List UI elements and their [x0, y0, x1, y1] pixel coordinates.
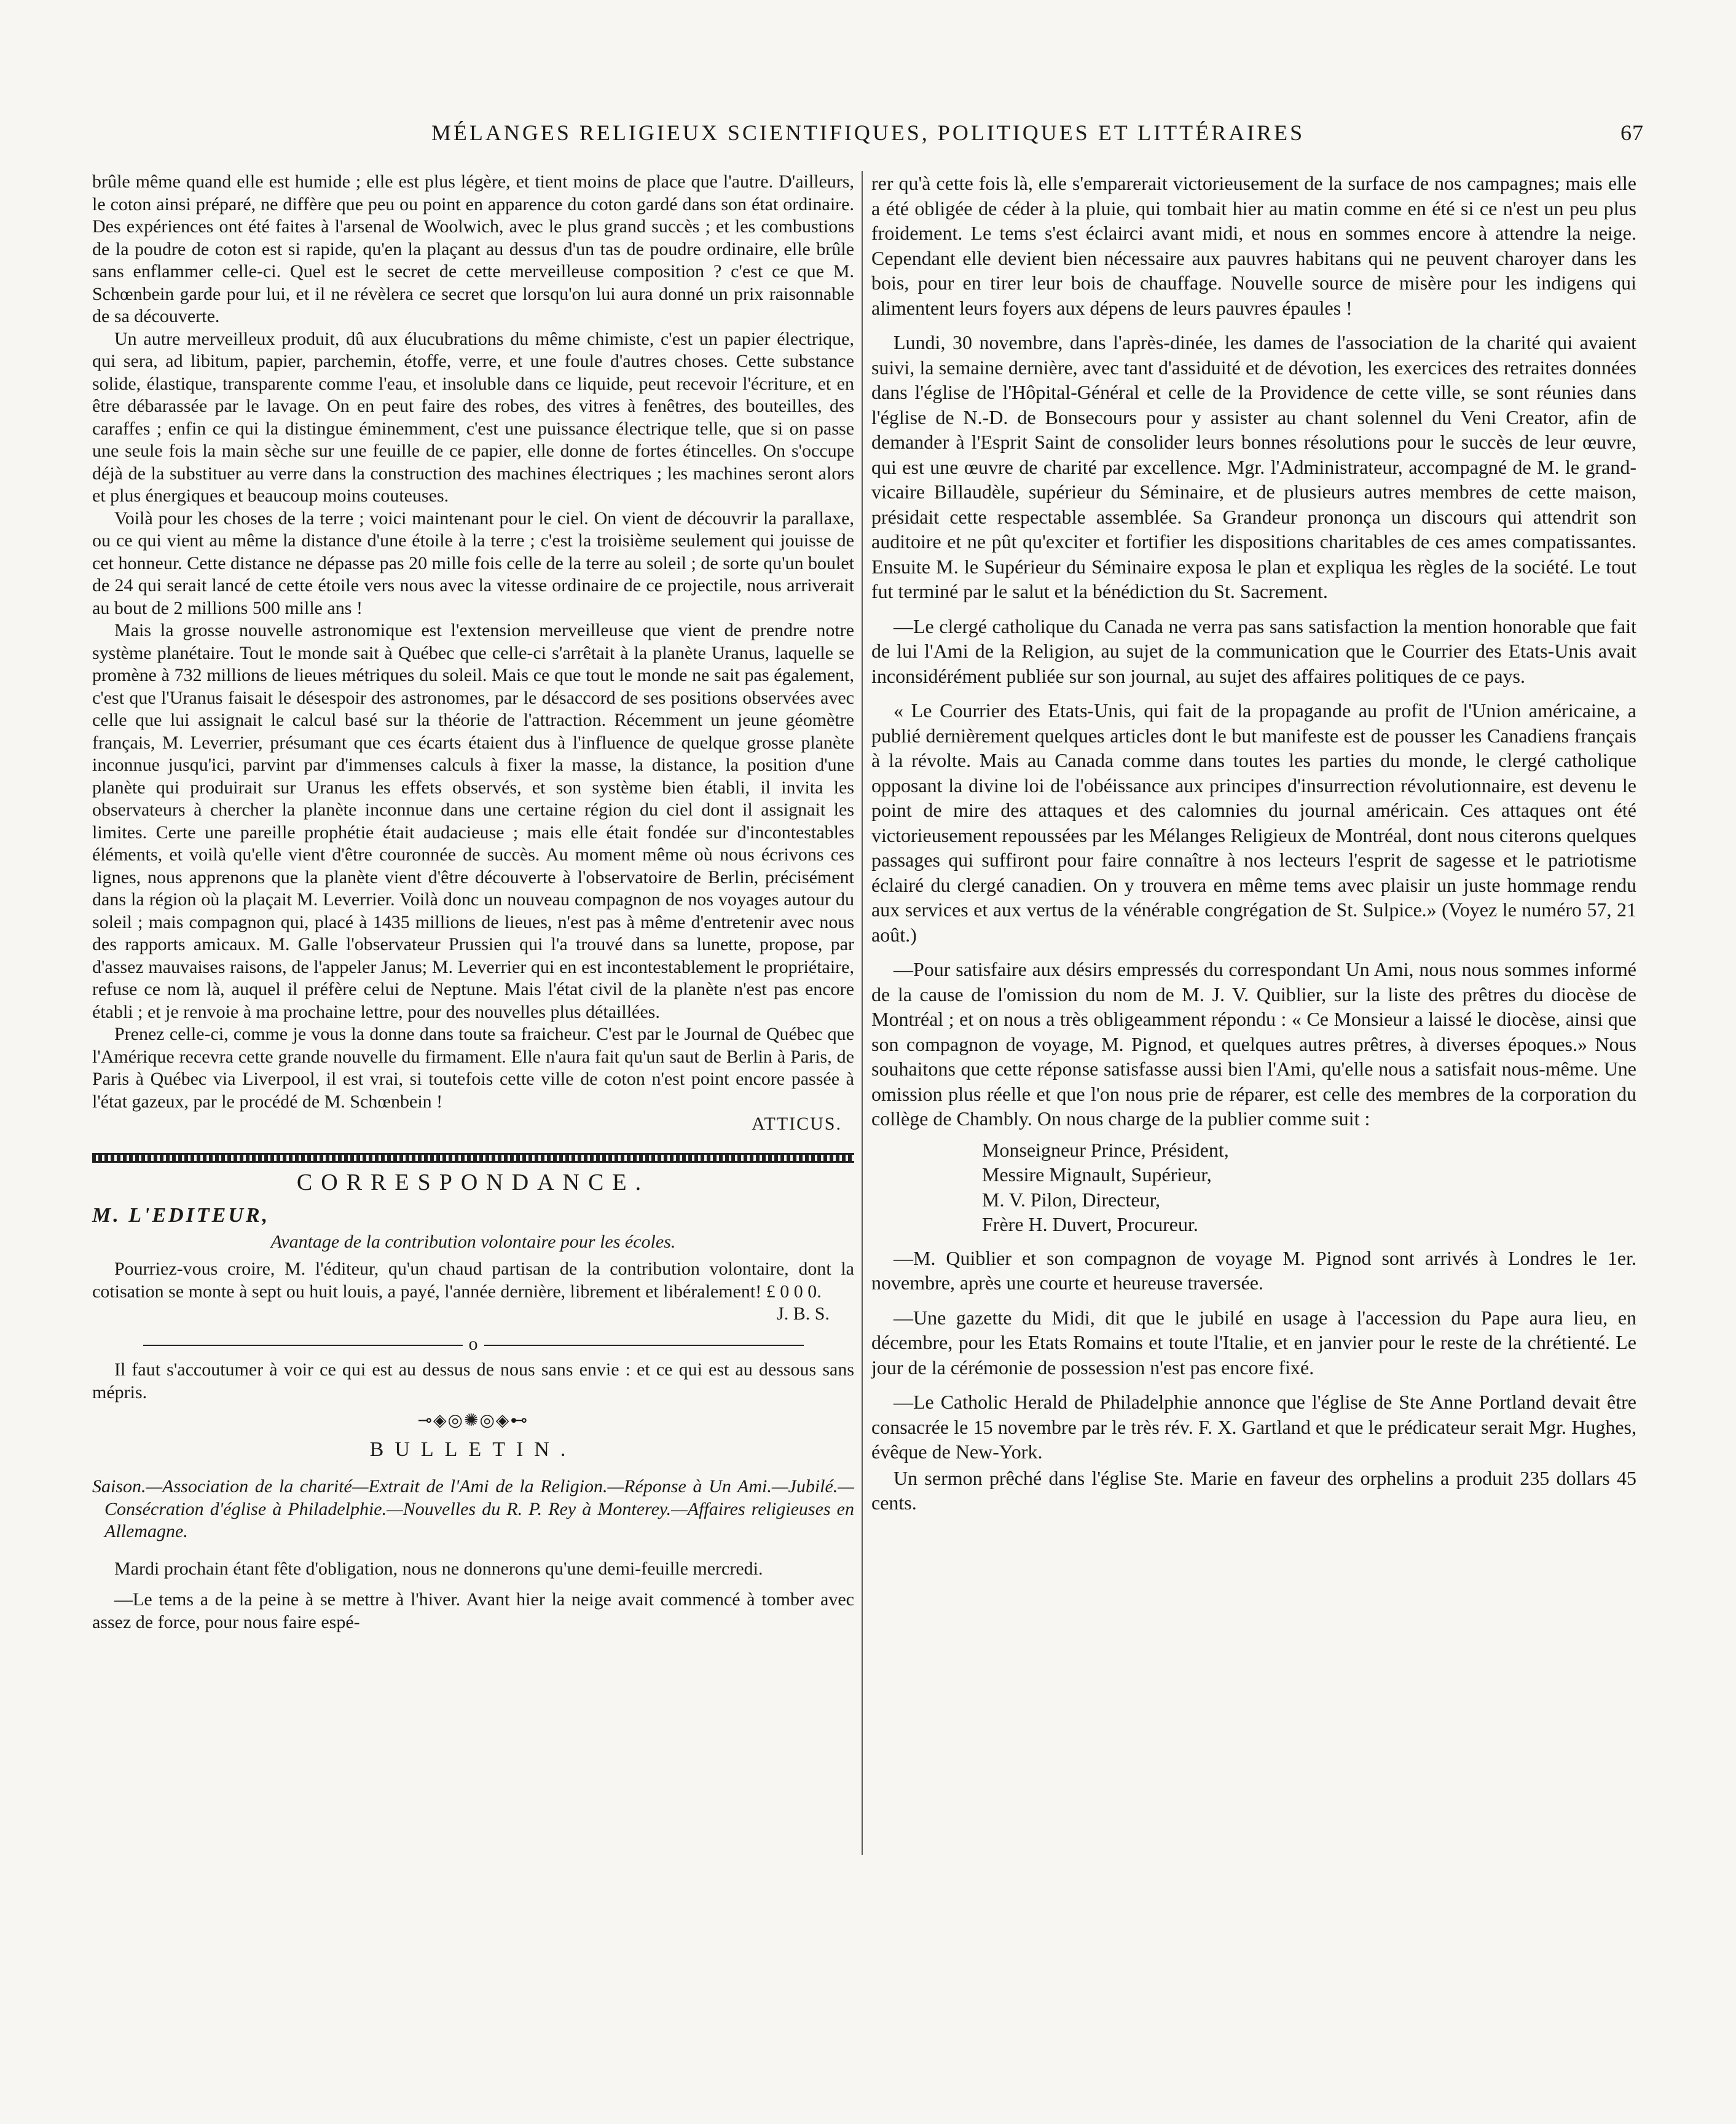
- running-title: MÉLANGES RELIGIEUX SCIENTIFIQUES, POLITIQUES ET LITTÉRAIRES: [431, 120, 1305, 145]
- bulletin-paragraph: —M. Quiblier et son compagnon de voyage M. Pignod sont arrivés à Londres le 1er. novembre, après une courte et heureuse traversée.: [871, 1246, 1636, 1294]
- letter-signature: J. B. S.: [777, 1304, 830, 1324]
- correspondance-heading: CORRESPONDANCE.: [296, 1169, 650, 1195]
- bulletin-paragraph: Lundi, 30 novembre, dans l'après-dinée, les dames de l'association de la charité qui avaient suivi, la semaine dernière, avec tant d'assiduité et de dévotion, les exercices des retraites données dans l'église de l'Hôpital-Général et celle de la Providence de cette ville, se sont réunies dans l'église de N.-D. de Bonsecours pour y assister au chant solennel du Veni Creator, afin de demander à l'Esprit Saint de consolider leurs bonnes résolutions pour le succès de leur œuvre, qui est une œuvre de charité par excellence. Mgr. l'Administrateur, accompagné de M. le grand-vicaire Billaudèle, supérieur du Séminaire, et de plusieurs autres membres de cette maison, présidait cette respectable assemblée. Sa Grandeur prononça un discours qui attendrit son auditoire et ne pût qu'exciter et fortifier les dispositions charitables de ces ames compatissantes. Ensuite M. le Supérieur du Séminaire exposa le plan et expliqua les règles de la société. Le tout fut terminé par le salut et la bénédiction du St. Sacrement.: [871, 331, 1636, 602]
- bulletin-paragraph: Un sermon prêché dans l'église Ste. Marie en faveur des orphelins a produit 235 dollars 45 cents.: [871, 1466, 1636, 1514]
- ornament-divider: ⊸◈◎✺◎◈⊷: [417, 1411, 529, 1430]
- list-item: M. V. Pilon, Directeur,: [982, 1188, 1160, 1211]
- bulletin-paragraph: —Pour satisfaire aux désirs empressés du correspondant Un Ami, nous nous sommes informé de la cause de l'omission du nom de M. J. V. Quiblier, sur la liste des prêtres du diocèse de Montréal ; et on nous a très obligeamment répondu : « Ce Monsieur a laissé le diocèse, ainsi que son compagnon de voyage, M. Pignod, et quelques autres prêtres, à diverses époques.» Nous souhaitons que cette réponse satisfasse aussi bien l'Ami, qu'elle nous a satisfait nous-même. Une omission plus réelle et que l'on nous prie de réparer, est celle des membres de la corporation du collège de Chambly. On nous charge de la publier comme suit :: [871, 958, 1636, 1130]
- bulletin-paragraph: —Une gazette du Midi, dit que le jubilé en usage à l'accession du Pape aura lieu, en décembre, pour les Etats Romains et toute l'Italie, et en janvier pour le reste de la chrétienté. Le jour de la cérémonie de possession n'est pas encore fixé.: [871, 1306, 1636, 1379]
- bulletin-paragraph: —Le Catholic Herald de Philadelphie annonce que l'église de Ste Anne Portland devait être consacrée le 15 novembre par le très rév. F. X. Gartland et que le prédicateur serait Mgr. Hughes, évêque de New-York.: [871, 1391, 1636, 1463]
- article-paragraph: Prenez celle-ci, comme je vous la donne dans toute sa fraicheur. C'est par le Journal de Québec que l'Amérique recevra cette grande nouvelle du firmament. Elle n'aura fait qu'un saut de Berlin à Paris, de Paris à Québec via Liverpool, il est vrai, si toutefois cette ville de coton n'est point encore passée à l'état gazeux, par le procédé de M. Schœnbein !: [92, 1024, 854, 1112]
- bulletin-paragraph: « Le Courrier des Etats-Unis, qui fait de la propagande au profit de l'Union américaine, a publié dernièrement quelques articles dont le but manifeste est de pousser les Canadiens français à la révolte. Mais au Canada comme dans toutes les parties du monde, le clergé catholique opposant la divine loi de l'obéissance aux principes d'insurrection révolutionnaire, est devenu le point de mire des attaques et des calomnies du journal américain. Ces attaques ont été victorieusement repoussées par les Mélanges Religieux de Montréal, dont nous citerons quelques passages qui suffiront pour faire connaître à nos lecteurs l'esprit de sagesse et le patriotisme éclairé du clergé canadien. On y trouvera en même tems avec plaisir un juste hommage rendu aux services et aux vertus de la vénérable congrégation de St. Sulpice.» (Voyez le numéro 57, 21 août.): [871, 699, 1636, 946]
- article-paragraph: Mais la grosse nouvelle astronomique est l'extension merveilleuse que vient de prendre notre système planétaire. Tout le monde sait à Québec que celle-ci s'arrêtait à la planète Uranus, laquelle se promène à 732 millions de lieues métriques du soleil. Mais ce que tout le monde ne sait pas également, c'est que l'Uranus faisait le désespoir des astronomes, par le désaccord de ses positions observées avec celle que lui assignait le calcul basé sur la théorie de l'attraction. Récemment un jeune géomètre français, M. Leverrier, présumant que ces écarts étaient dus à l'influence de quelque grosse planète inconnue jusqu'ici, parvint par d'immenses calculs à fixer la masse, la distance, la position d'une planète qui produirait sur Uranus les effets observés, et son système bien établi, il invita les observateurs à chercher la planète inconnue dans une certaine région du ciel dont il assignait les limites. Certe une pareille prophétie était audacieuse ; mais elle était fondée sur d'incontestables éléments, et voilà qu'elle vient d'être couronnée de succès. Au moment même où nous écrivons ces lignes, nous apprenons que la planète vient d'être découverte à l'observatoire de Berlin, précisément dans la région où la plaçait M. Leverrier. Voilà donc un nouveau compagnon de nos voyages autour du soleil ; mais compagnon qui, placé à 1435 millions de lieues, n'est pas à même d'entretenir avec nous des rapports amicaux. M. Galle l'observateur Prussien qui l'a trouvé dans sa lunette, propose, par d'assez mauvaises raisons, de l'appeler Janus; M. Leverrier qui en est incontestablement le propriétaire, refuse ce nom là, auquel il préfère celui de Neptune. Mais l'état civil de la planète n'est pas encore établi ; et je renvoie à ma prochaine lettre, pour des nouvelles plus détaillées.: [92, 620, 854, 1022]
- bulletin-heading: BULLETIN.: [369, 1438, 577, 1461]
- corporation-list: [871, 1138, 1636, 1237]
- section-divider: [92, 1153, 854, 1163]
- page-number: 67: [1620, 120, 1644, 145]
- article-paragraph: Voilà pour les choses de la terre ; voici maintenant pour le ciel. On vient de découvrir la parallaxe, ou ce qui vient au même la distance d'une étoile à la terre ; c'est la troisième seulement qui jouisse de cet honneur. Cette distance ne dépasse pas 20 mille fois celle de la terre au soleil ; de sorte qu'un boulet de 24 qui serait lancé de cette étoile vers nous avec la vitesse ordinaire de ce projectile, nous arriverait au bout de 2 millions 500 mille ans !: [92, 508, 854, 618]
- list-item: Frère H. Duvert, Procureur.: [982, 1213, 1198, 1235]
- bulletin-paragraph: —Le tems a de la peine à se mettre à l'hiver. Avant hier la neige avait commencé à tomber avec assez de force, pour nous faire espé-: [92, 1589, 854, 1632]
- list-item: Messire Mignault, Supérieur,: [982, 1163, 1212, 1186]
- article-signature: ATTICUS.: [752, 1114, 842, 1134]
- bulletin-paragraph: —Le clergé catholique du Canada ne verra pas sans satisfaction la mention honorable que fait de lui l'Ami de la Religion, au sujet de la communication que le Courrier des Etats-Unis avait inconsidérément publiée sur son journal, au sujet des affaires politiques de ce pays.: [871, 615, 1636, 687]
- divider-mark: o: [468, 1333, 478, 1354]
- bulletin-paragraph: rer qu'à cette fois là, elle s'emparerait victorieusement de la surface de nos campagnes; mais elle a été obligée de céder à la pluie, qui tombait hier au matin comme en été si ce n'est un peu plus froidement. Le tems s'est éclairci avant midi, et nous en sommes encore à attendre la neige. Cependant elle devient bien nécessaire aux pauvres habitans qui ne peuvent charoyer dans les bois, pour en tirer leur bois de chauffage. Nouvelle source de misère pour les indigens qui alimentent leurs foyers aux dépens de leurs pauvres épaules !: [871, 172, 1636, 319]
- article-paragraph: brûle même quand elle est humide ; elle est plus légère, et tient moins de place que l'autre. D'ailleurs, le coton ainsi préparé, ne diffère que peu ou point en apparence du coton gardé dans son état ordinaire. Des expériences ont été faites à l'arsenal de Woolwich, avec le plus grand succès ; et les combustions de la poudre de coton est si rapide, qu'en la plaçant au dessus d'un tas de poudre ordinaire, elle brûle sans enflammer celle-ci. Quel est le secret de cette merveilleuse composition ? c'est ce que M. Schœnbein garde pour lui, et il ne révèlera ce secret que lorsqu'on lui aura donné un prix raisonnable de sa découverte.: [92, 171, 854, 326]
- bulletin-paragraph: Mardi prochain étant fête d'obligation, nous ne donnerons qu'une demi-feuille mercredi.: [114, 1558, 763, 1579]
- right-column: [871, 171, 1636, 1517]
- column-divider: [862, 171, 863, 1855]
- letter-body: Pourriez-vous croire, M. l'éditeur, qu'un chaud partisan de la contribution volontaire, dont la cotisation se monte à sept ou huit louis, a payé, l'année dernière, librement et libéralement! £ 0 0 0.: [92, 1259, 854, 1302]
- maxim: Il faut s'accoutumer à voir ce qui est au dessus de nous sans envie : et ce qui est au dessous sans mépris.: [92, 1359, 854, 1402]
- short-divider: [92, 1333, 854, 1356]
- letter-salutation: M. L'EDITEUR,: [92, 1204, 270, 1227]
- bulletin-summary: Saison.—Association de la charité—Extrait de l'Ami de la Religion.—Réponse à Un Ami.—Jubilé.—Consécration d'église à Philadelphie.—Nouvelles du R. P. Rey à Monterey.—Affaires religieuses en Allemagne.: [92, 1476, 854, 1541]
- running-header: [92, 120, 1644, 157]
- letter-subtitle: Avantage de la contribution volontaire pour les écoles.: [270, 1231, 676, 1252]
- list-item: Monseigneur Prince, Président,: [982, 1138, 1229, 1161]
- article-paragraph: Un autre merveilleux produit, dû aux élucubrations du même chimiste, c'est un papier électrique, qui sera, ad libitum, papier, parchemin, étoffe, verre, et une foule d'autres choses. Cette substance solide, élastique, transparente comme l'eau, et insoluble dans ce liquide, peut recevoir l'écriture, et en être débarassée par le lavage. On en peut faire des robes, des vitres à fenêtres, des bouteilles, des caraffes ; enfin ce qui la distingue éminemment, c'est une puissance électrique telle, que si on passe une seule fois la main sèche sur une feuille de ce papier, elle donne de fortes étincelles. On s'occupe déjà de la substituer au verre dans la construction des machines électriques ; les machines seront alors et plus énergiques et beaucoup moins couteuses.: [92, 328, 854, 506]
- left-column: [92, 171, 854, 1634]
